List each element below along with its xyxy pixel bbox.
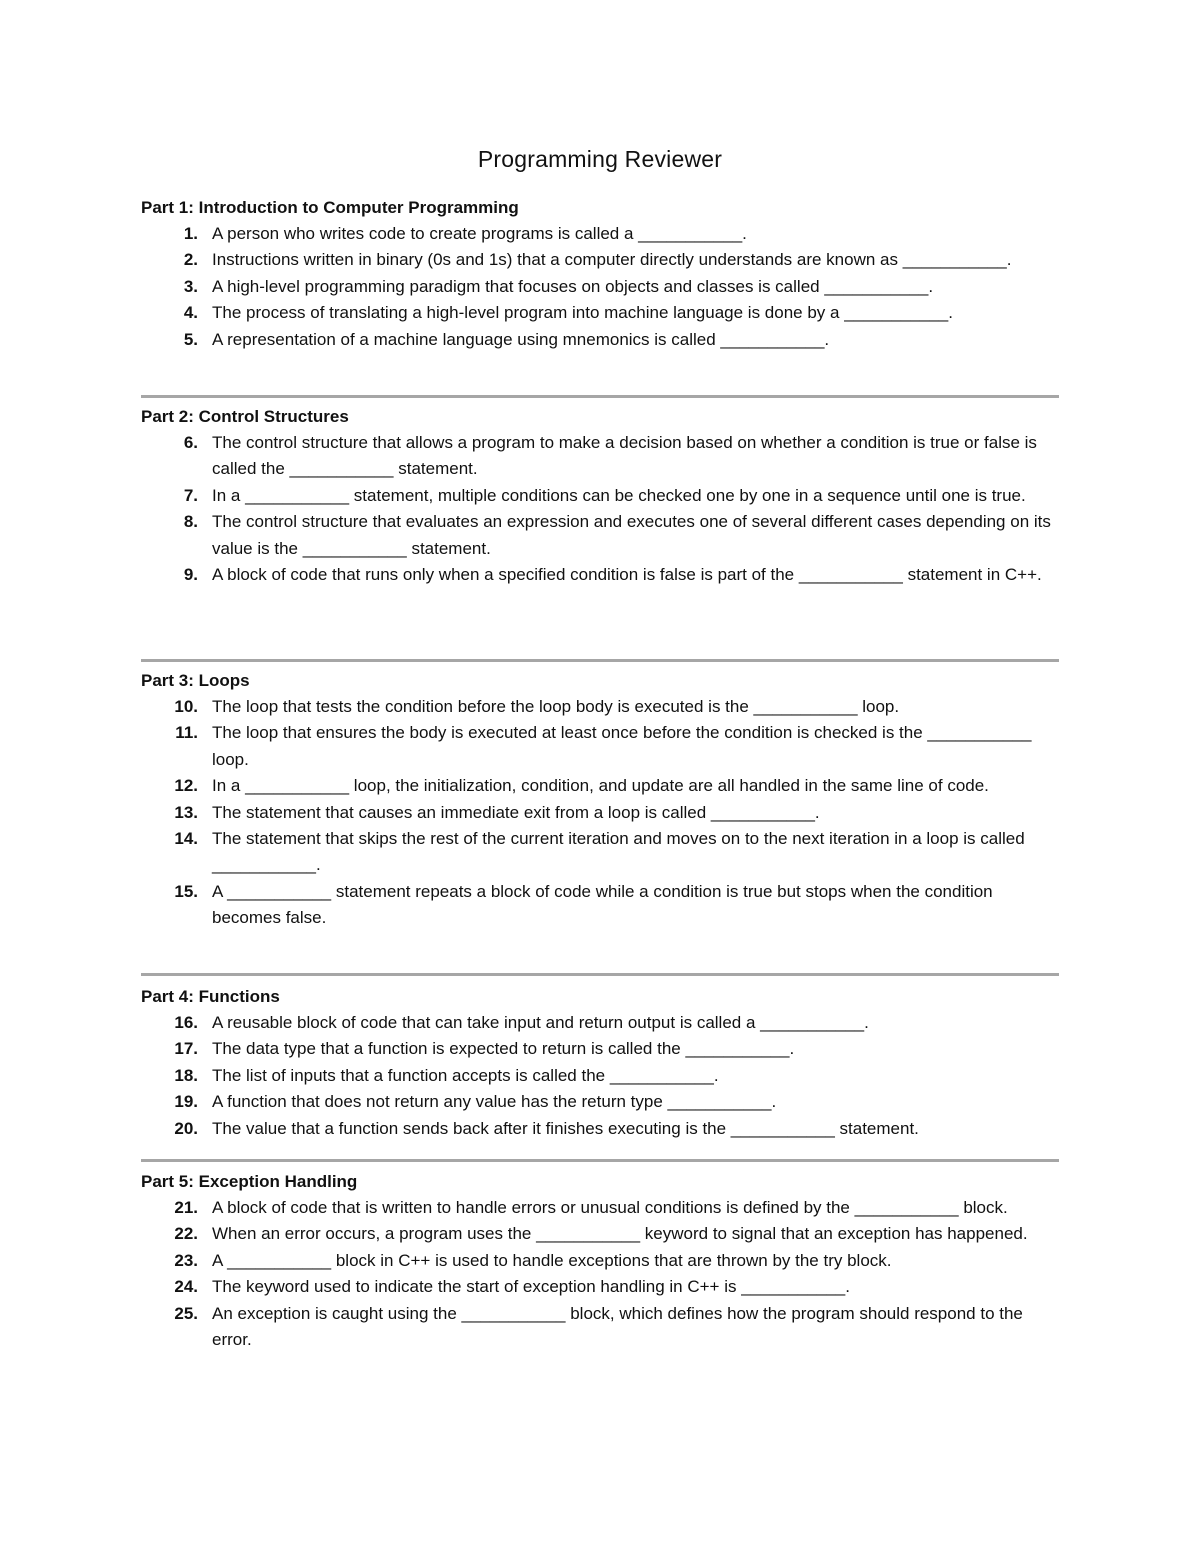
list-item — [141, 274, 1061, 300]
section-part-2 — [141, 404, 1061, 588]
item-text: In a ___________ statement, multiple conditions can be checked one by one in a sequence until one is true. — [212, 485, 1026, 505]
item-number: 10. — [174, 697, 198, 716]
section-divider — [141, 1159, 1059, 1162]
list-item — [141, 300, 1061, 326]
item-number: 1. — [183, 224, 198, 243]
item-text: The data type that a function is expected to return is called the ___________. — [212, 1039, 795, 1059]
list-item — [141, 1063, 1061, 1089]
item-text: The control structure that allows a program to make a decision based on whether a condition is true or false is called the ___________ statement. — [212, 433, 1037, 479]
item-text: Instructions written in binary (0s and 1s) that a computer directly understands are known as ___________. — [212, 250, 1012, 270]
item-number: 2. — [183, 250, 198, 270]
item-number: 11. — [175, 723, 198, 743]
list-item — [141, 1089, 1061, 1115]
item-text: When an error occurs, a program uses the ___________ keyword to signal that an exception has happened. — [212, 1224, 1028, 1244]
list-item — [141, 430, 1061, 483]
list-item — [141, 1010, 1061, 1036]
section-part-1 — [141, 195, 1061, 353]
item-number: 6. — [183, 433, 198, 452]
item-number: 22. — [174, 1224, 198, 1244]
list-item — [141, 773, 1061, 799]
item-number: 13. — [174, 802, 198, 822]
section-heading: Part 4: Functions — [141, 987, 280, 1006]
list-item — [141, 483, 1061, 509]
list-item — [141, 1248, 1061, 1274]
item-number: 12. — [174, 776, 198, 796]
item-number: 8. — [183, 512, 198, 532]
item-text: A ___________ statement repeats a block of code while a condition is true but stops when the condition becomes false. — [212, 881, 993, 928]
item-number: 15. — [174, 881, 198, 901]
list-item — [141, 247, 1061, 273]
item-text: The loop that tests the condition before the loop body is executed is the ___________ loop. — [212, 697, 900, 716]
item-number: 23. — [174, 1250, 198, 1270]
list-item — [141, 221, 1061, 247]
item-text: An exception is caught using the ___________ block, which defines how the program should respond to the error. — [212, 1303, 1023, 1350]
section-heading: Part 1: Introduction to Computer Programming — [141, 198, 519, 217]
list-item — [141, 826, 1061, 879]
list-item — [141, 1221, 1061, 1247]
page-title: Programming Reviewer — [477, 146, 723, 172]
section-divider — [141, 659, 1059, 662]
item-number: 18. — [174, 1065, 198, 1085]
list-item — [141, 562, 1061, 588]
item-text: A block of code that runs only when a specified condition is false is part of the ___________ statement in C++. — [212, 565, 1042, 585]
item-text: The keyword used to indicate the start of exception handling in C++ is ___________. — [212, 1277, 850, 1297]
item-text: The statement that causes an immediate exit from a loop is called ___________. — [212, 802, 820, 822]
item-number: 17. — [174, 1039, 198, 1059]
item-text: The loop that ensures the body is executed at least once before the condition is checked is the ___________ loop. — [212, 723, 1032, 769]
item-text: A person who writes code to create programs is called a ___________. — [212, 224, 747, 243]
item-text: A function that does not return any value has the return type ___________. — [212, 1092, 777, 1112]
item-text: The value that a function sends back after it finishes executing is the ___________ statement. — [212, 1118, 919, 1138]
item-text: A representation of a machine language using mnemonics is called ___________. — [212, 329, 830, 349]
section-heading: Part 2: Control Structures — [141, 407, 349, 426]
item-text: The control structure that evaluates an expression and executes one of several different cases depending on its value is the ___________ statement. — [212, 512, 1051, 558]
list-item — [141, 1195, 1061, 1221]
section-heading: Part 5: Exception Handling — [141, 1172, 358, 1191]
item-number: 21. — [174, 1198, 198, 1217]
list-item — [141, 1274, 1061, 1300]
item-number: 9. — [183, 565, 198, 585]
item-text: In a ___________ loop, the initialization, condition, and update are all handled in the same line of code. — [212, 776, 989, 796]
section-part-4 — [141, 984, 1061, 1142]
item-text: A block of code that is written to handle errors or unusual conditions is defined by the ___________ block. — [212, 1198, 1008, 1217]
item-number: 3. — [183, 276, 198, 296]
item-text: A reusable block of code that can take input and return output is called a ___________. — [212, 1013, 869, 1032]
list-item — [141, 694, 1061, 720]
item-text: The process of translating a high-level program into machine language is done by a ___________. — [212, 303, 953, 323]
list-item — [141, 1036, 1061, 1062]
list-item — [141, 1116, 1061, 1142]
item-number: 4. — [183, 303, 198, 323]
section-part-3 — [141, 668, 1061, 932]
section-part-5 — [141, 1169, 1061, 1353]
list-item — [141, 1301, 1061, 1354]
item-number: 20. — [174, 1118, 198, 1138]
list-item — [141, 327, 1061, 353]
item-text: A high-level programming paradigm that focuses on objects and classes is called ___________. — [212, 276, 934, 296]
item-number: 14. — [174, 829, 198, 849]
item-number: 24. — [174, 1277, 198, 1297]
section-heading: Part 3: Loops — [141, 671, 250, 690]
item-number: 16. — [174, 1013, 198, 1032]
list-item — [141, 509, 1061, 562]
list-item — [141, 800, 1061, 826]
item-text: A ___________ block in C++ is used to handle exceptions that are thrown by the try block. — [212, 1250, 892, 1270]
item-text: The statement that skips the rest of the current iteration and moves on to the next iteration in a loop is called ___________. — [212, 829, 1025, 875]
section-divider — [141, 973, 1059, 976]
section-divider — [141, 395, 1059, 398]
item-number: 7. — [183, 485, 198, 505]
item-number: 19. — [174, 1092, 198, 1112]
item-number: 5. — [183, 329, 198, 349]
list-item — [141, 879, 1061, 932]
list-item — [141, 720, 1061, 773]
item-number: 25. — [174, 1303, 198, 1323]
item-text: The list of inputs that a function accepts is called the ___________. — [212, 1065, 719, 1085]
